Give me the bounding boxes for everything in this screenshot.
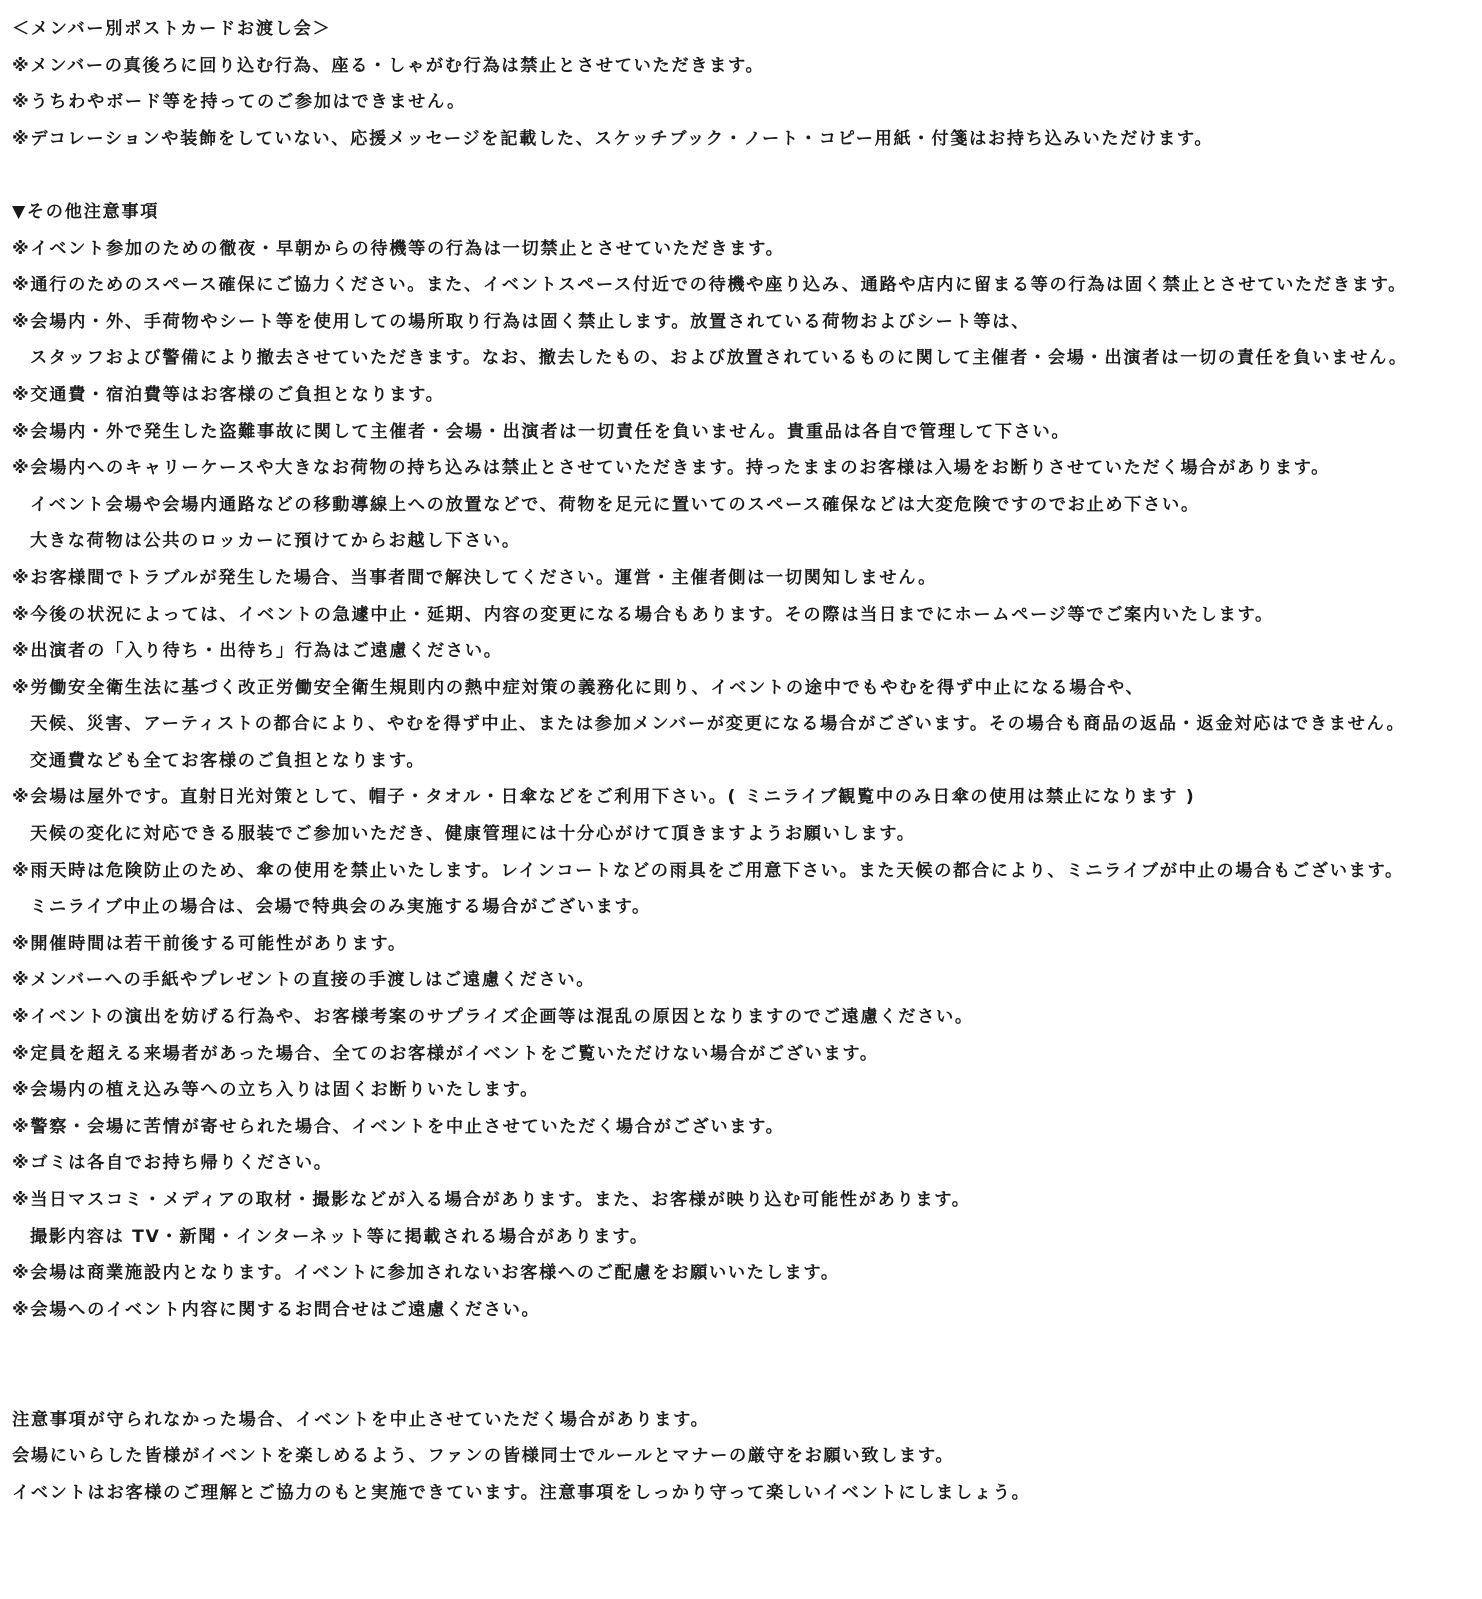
notice-continuation-line: 天候の変化に対応できる服装でご参加いただき、健康管理には十分心がけて頂きますようお願いします。 xyxy=(30,824,916,845)
notice-line: ※開催時間は若干前後する可能性があります。 xyxy=(12,933,407,954)
closing-line: 会場にいらした皆様がイベントを楽しめるよう、ファンの皆様同士でルールとマナーの厳守をお願い致します。 xyxy=(12,1446,955,1467)
closing-line: 注意事項が守られなかった場合、イベントを中止させていただく場合があります。 xyxy=(12,1409,710,1430)
notice-continuation-line: 天候、災害、アーティストの都合により、やむを得ず中止、または参加メンバーが変更になる場合がございます。その場合も商品の返品・返金対応はできません。 xyxy=(30,714,1406,735)
notice-line: ※ゴミは各自でお持ち帰りください。 xyxy=(12,1153,333,1174)
notice-line: ※会場は商業施設内となります。イベントに参加されないお客様へのご配慮をお願いいたします。 xyxy=(12,1263,840,1284)
notice-continuation-line: 交通費なども全てお客様のご負担となります。 xyxy=(30,750,426,771)
notice-line: ※通行のためのスペース確保にご協力ください。また、イベントスペース付近での待機や座り込み、通路や店内に留まる等の行為は固く禁止とさせていただきます。 xyxy=(12,275,1407,296)
notice-line: ※メンバーへの手紙やプレゼントの直接の手渡しはご遠慮ください。 xyxy=(12,970,596,991)
spacer xyxy=(12,1328,1472,1365)
notice-line: ※出演者の「入り待ち・出待ち」行為はご遠慮ください。 xyxy=(12,641,503,662)
notice-line: ※会場内の植え込み等への立ち入りは固くお断りいたします。 xyxy=(12,1080,539,1101)
notice-line: ※イベントの演出を妨げる行為や、お客様考案のサプライズ企画等は混乱の原因となりますのでご遠慮ください。 xyxy=(12,1007,974,1028)
notice-continuation-line: イベント会場や会場内通路などの移動導線上への放置などで、荷物を足元に置いてのスペース確保などは大変危険ですのでお止め下さい。 xyxy=(30,494,1200,515)
spacer xyxy=(12,157,1472,194)
notice-line: ※今後の状況によっては、イベントの急遽中止・延期、内容の変更になる場合もあります。その際は当日までにホームページ等でご案内いたします。 xyxy=(12,604,1274,625)
notice-line: ※会場内・外、手荷物やシート等を使用しての場所取り行為は固く禁止します。放置されている荷物およびシート等は、 xyxy=(12,311,1031,332)
notice-line: ※うちわやボード等を持ってのご参加はできません。 xyxy=(12,92,466,113)
notice-continuation-line: ミニライブ中止の場合は、会場で特典会のみ実施する場合がございます。 xyxy=(30,897,651,918)
spacer xyxy=(12,1365,1472,1402)
notice-continuation-line: 大きな荷物は公共のロッカーに預けてからお越し下さい。 xyxy=(30,531,521,552)
notice-line: ※デコレーションや装飾をしていない、応援メッセージを記載した、スケッチブック・ノート・コピー用紙・付箋はお持ち込みいただけます。 xyxy=(12,128,1214,149)
closing-line: イベントはお客様のご理解とご協力のもと実施できています。注意事項をしっかり守って楽しいイベントにしましょう。 xyxy=(12,1482,1031,1503)
notice-line: ※会場内へのキャリーケースや大きなお荷物の持ち込みは禁止とさせていただきます。持ったままのお客様は入場をお断りさせていただく場合があります。 xyxy=(12,458,1331,479)
notice-document xyxy=(12,11,1472,1511)
notice-line: ※警察・会場に苦情が寄せられた場合、イベントを中止させていただく場合がございます。 xyxy=(12,1116,785,1137)
notice-line: ※会場内・外で発生した盗難事故に関して主催者・会場・出演者は一切責任を負いません。貴重品は各自で管理して下さい。 xyxy=(12,421,1071,442)
notice-line: ※交通費・宿泊費等はお客様のご負担となります。 xyxy=(12,384,445,405)
notice-continuation-line: スタッフおよび警備により撤去させていただきます。なお、撤去したもの、および放置されているものに関して主催者・会場・出演者は一切の責任を負いません。 xyxy=(30,348,1408,369)
other-notes-heading: ▼その他注意事項 xyxy=(12,201,160,222)
notice-line: ※メンバーの真後ろに回り込む行為、座る・しゃがむ行為は禁止とさせていただきます。 xyxy=(12,55,765,76)
notice-line: ※イベント参加のための徹夜・早朝からの待機等の行為は一切禁止とさせていただきます。 xyxy=(12,238,785,259)
notice-line: ※会場へのイベント内容に関するお問合せはご遠慮ください。 xyxy=(12,1299,541,1320)
notice-line: ※当日マスコミ・メディアの取材・撮影などが入る場合があります。また、お客様が映り込む可能性があります。 xyxy=(12,1190,971,1210)
notice-continuation-line: 撮影内容は TV・新聞・インターネット等に掲載される場合があります。 xyxy=(30,1226,649,1247)
notice-line: ※定員を超える来場者があった場合、全てのお客様がイベントをご覧いただけない場合がございます。 xyxy=(12,1043,879,1064)
postcard-section-heading: ＜メンバー別ポストカードお渡し会＞ xyxy=(12,19,332,39)
notice-line: ※雨天時は危険防止のため、傘の使用を禁止いたします。レインコートなどの雨具をご用意下さい。また天候の都合により、ミニライブが中止の場合もございます。 xyxy=(12,860,1404,881)
notice-line: ※会場は屋外です。直射日光対策として、帽子・タオル・日傘などをご利用下さい。( ミニライブ観覧中のみ日傘の使用は禁止になります ) xyxy=(12,787,1196,808)
notice-line: ※お客様間でトラブルが発生した場合、当事者間で解決してください。運営・主催者側は一切関知しません。 xyxy=(12,567,938,588)
notice-line: ※労働安全衛生法に基づく改正労働安全衛生規則内の熱中症対策の義務化に則り、イベントの途中でもやむを得ず中止になる場合や、 xyxy=(12,677,1145,698)
